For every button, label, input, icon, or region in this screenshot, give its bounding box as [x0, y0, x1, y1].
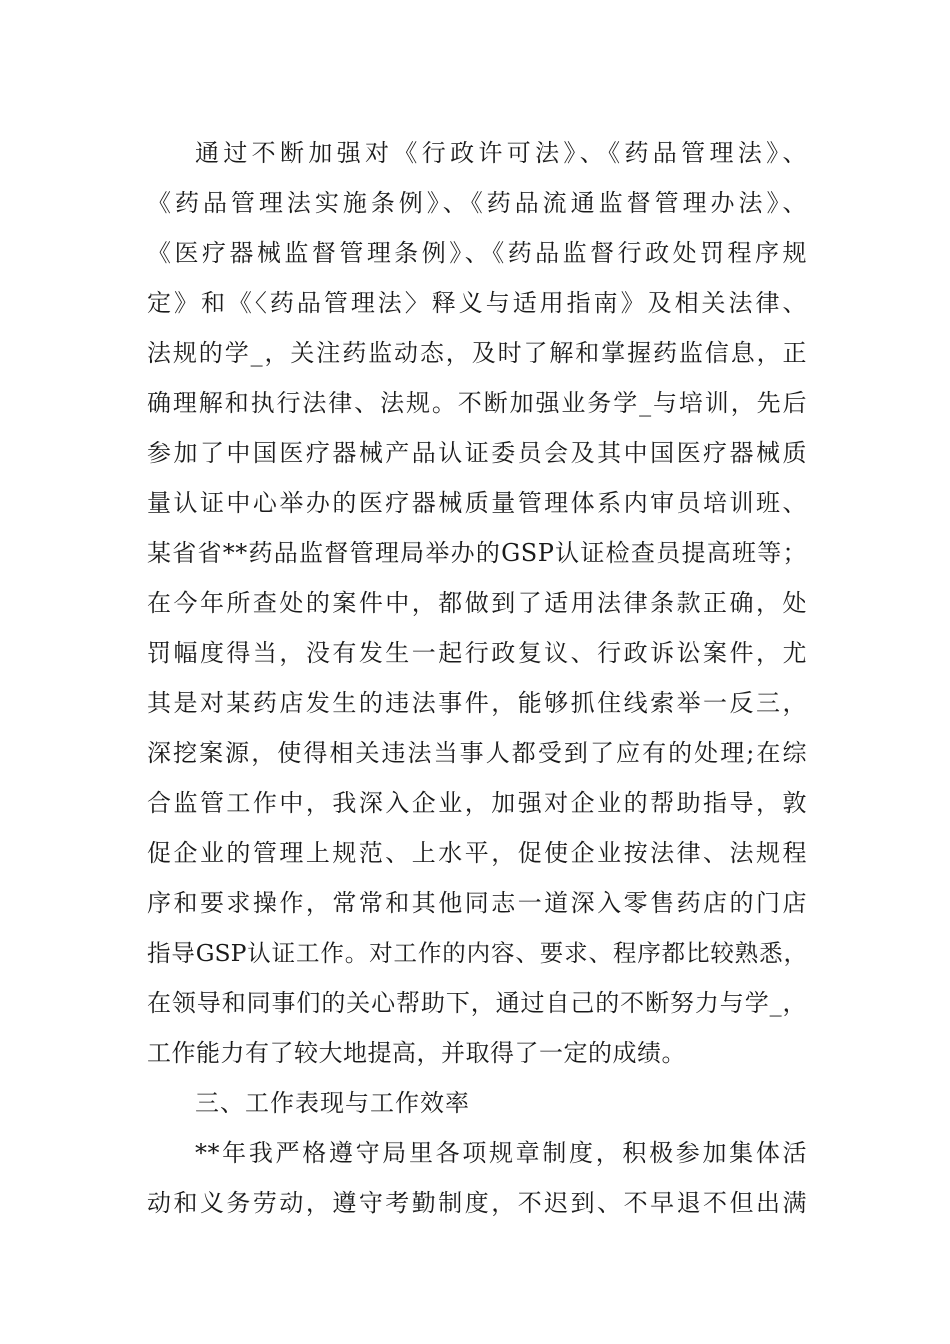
paragraph-1-line-15: 促企业的管理上规范、上水平，促使企业按法律、法规程	[147, 839, 807, 867]
paragraph-1-line-4: 定》和《〈药品管理法〉释义与适用指南》及相关法律、	[147, 289, 807, 317]
paragraph-2-line-1: **年我严格遵守局里各项规章制度，积极参加集体活	[195, 1139, 807, 1167]
paragraph-1-line-1: 通过不断加强对《行政许可法》、《药品管理法》、	[195, 139, 807, 167]
paragraph-1-line-17: 指导GSP认证工作。对工作的内容、要求、程序都比较熟悉，	[147, 939, 807, 967]
paragraph-1-line-11: 罚幅度得当，没有发生一起行政复议、行政诉讼案件，尤	[147, 639, 807, 667]
paragraph-1-line-5: 法规的学_，关注药监动态，及时了解和掌握药监信息，正	[147, 339, 807, 367]
paragraph-1-line-12: 其是对某药店发生的违法事件，能够抓住线索举一反三，	[147, 689, 807, 717]
paragraph-1-line-9: 某省省**药品监督管理局举办的GSP认证检查员提高班等；	[147, 539, 807, 567]
paragraph-1-line-2: 《药品管理法实施条例》、《药品流通监督管理办法》、	[147, 189, 807, 217]
paragraph-1-line-19: 工作能力有了较大地提高，并取得了一定的成绩。	[147, 1039, 686, 1067]
paragraph-1-line-16: 序和要求操作，常常和其他同志一道深入零售药店的门店	[147, 889, 807, 917]
paragraph-1-line-6: 确理解和执行法律、法规。不断加强业务学_与培训，先后	[147, 389, 807, 417]
section-3-heading: 三、工作表现与工作效率	[195, 1089, 470, 1117]
paragraph-1-line-8: 量认证中心举办的医疗器械质量管理体系内审员培训班、	[147, 489, 807, 517]
paragraph-1-line-18: 在领导和同事们的关心帮助下，通过自己的不断努力与学_，	[147, 989, 807, 1017]
paragraph-1-line-10: 在今年所查处的案件中，都做到了适用法律条款正确，处	[147, 589, 807, 617]
paragraph-1-line-14: 合监管工作中，我深入企业，加强对企业的帮助指导，敦	[147, 789, 807, 817]
paragraph-1-line-7: 参加了中国医疗器械产品认证委员会及其中国医疗器械质	[147, 439, 807, 467]
paragraph-2-line-2: 动和义务劳动，遵守考勤制度，不迟到、不早退不但出满	[147, 1189, 807, 1217]
paragraph-1-line-3: 《医疗器械监督管理条例》、《药品监督行政处罚程序规	[147, 239, 807, 267]
paragraph-1-line-13: 深挖案源，使得相关违法当事人都受到了应有的处理;在综	[147, 739, 807, 767]
